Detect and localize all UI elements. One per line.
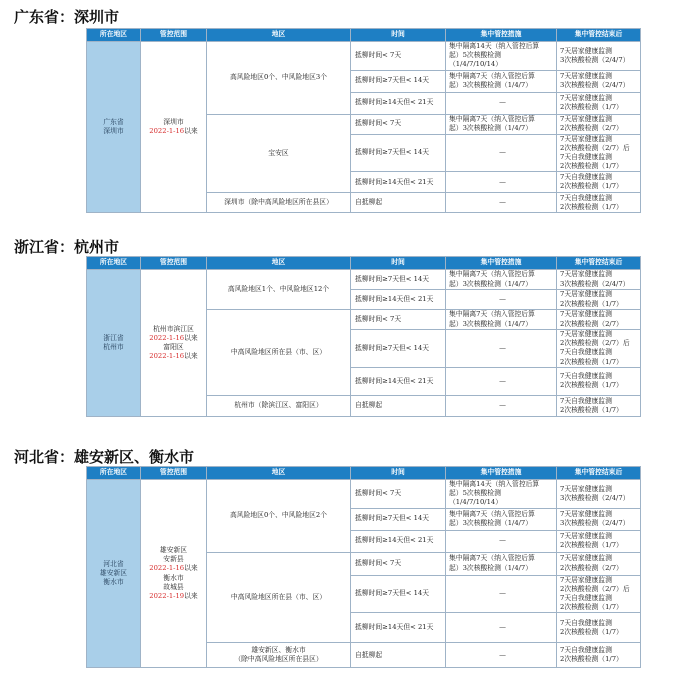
measure-cell bbox=[446, 290, 557, 310]
after-line: 7天居家健康监测 bbox=[560, 71, 612, 80]
measure-cell bbox=[446, 310, 557, 330]
after-line: 2次核酸检测（2/7）后 bbox=[560, 584, 630, 593]
after-line: 2次核酸检测（1/7） bbox=[560, 299, 623, 308]
after-line: 7天自我健康监测 bbox=[560, 372, 612, 381]
region-cell bbox=[87, 270, 141, 417]
scope-line: 衡水市 bbox=[163, 573, 184, 582]
after-line: 7天居家健康监测 bbox=[560, 554, 612, 563]
column-header: 集中管控结束后 bbox=[557, 467, 641, 480]
after-cell bbox=[557, 42, 641, 71]
measure-cell bbox=[446, 172, 557, 193]
column-header: 集中管控结束后 bbox=[557, 257, 641, 270]
region-line: 雄安新区 bbox=[99, 569, 128, 578]
measure-cell bbox=[446, 42, 557, 71]
measure-line: — bbox=[499, 650, 506, 659]
measure-line: 起）5次核酸检测 bbox=[449, 51, 501, 60]
measure-line: 集中隔离14天（纳入管控后算 bbox=[449, 42, 540, 50]
time-cell: 抵柳时间≥7天但< 14天 bbox=[351, 575, 446, 613]
after-line: 7天居家健康监测 bbox=[560, 330, 612, 338]
measure-cell bbox=[446, 395, 557, 416]
measure-line: 起）5次核酸检测 bbox=[449, 489, 501, 498]
region-cell bbox=[87, 480, 141, 668]
header-row bbox=[87, 257, 641, 270]
after-line: 2次核酸检测（1/7） bbox=[560, 202, 623, 211]
after-line: 7天自我健康监测 bbox=[560, 348, 612, 357]
measure-line: （1/4/7/10/14） bbox=[449, 498, 503, 507]
time-cell: 抵柳时间< 7天 bbox=[351, 114, 446, 134]
policy-table bbox=[86, 28, 641, 213]
after-cell bbox=[557, 310, 641, 330]
after-line: 2次核酸检测（1/7） bbox=[560, 655, 623, 664]
area-cell bbox=[207, 310, 351, 396]
measure-cell bbox=[446, 530, 557, 552]
scope-cell bbox=[141, 270, 207, 417]
after-cell bbox=[557, 114, 641, 134]
header-row bbox=[87, 29, 641, 42]
column-header: 集中管控结束后 bbox=[557, 29, 641, 42]
after-cell bbox=[557, 92, 641, 114]
area-cell bbox=[207, 643, 351, 668]
column-header: 管控范围 bbox=[141, 29, 207, 42]
after-line: 7天自我健康监测 bbox=[560, 173, 612, 182]
area-line: （除中高风险地区所在县区） bbox=[234, 655, 323, 664]
time-cell: 抵柳时间≥14天但< 21天 bbox=[351, 613, 446, 643]
after-cell bbox=[557, 552, 641, 575]
after-line: 7天居家健康监测 bbox=[560, 93, 612, 102]
time-cell: 自抵柳起 bbox=[351, 193, 446, 213]
after-cell bbox=[557, 575, 641, 613]
scope-line: 2022-1-16以来 bbox=[149, 127, 198, 136]
area-line: 中高风险地区所在县（市、区） bbox=[230, 347, 327, 356]
measure-line: 集中隔离7天（纳入管控后算 bbox=[449, 554, 535, 563]
column-header: 管控范围 bbox=[141, 467, 207, 480]
section-title: 广东省：深圳市 bbox=[14, 8, 120, 26]
time-cell: 自抵柳起 bbox=[351, 643, 446, 668]
after-cell bbox=[557, 395, 641, 416]
after-line: 7天居家健康监测 bbox=[560, 310, 612, 319]
region-line: 广东省 bbox=[103, 117, 124, 126]
area-line: 高风险地区0个、中风险地区2个 bbox=[229, 511, 327, 520]
section-title: 浙江省：杭州市 bbox=[14, 238, 120, 256]
area-line: 杭州市（除滨江区、富阳区） bbox=[234, 401, 323, 410]
column-header: 时间 bbox=[351, 29, 446, 42]
measure-line: 集中隔离7天（纳入管控后算 bbox=[449, 114, 535, 123]
measure-line: 起）3次核酸检测（1/4/7） bbox=[449, 124, 533, 133]
area-line: 深圳市（除中高风险地区所在县区） bbox=[224, 198, 333, 207]
table-row bbox=[87, 42, 641, 71]
after-line: 7天居家健康监测 bbox=[560, 531, 612, 540]
scope-line: 富阳区 bbox=[163, 342, 184, 351]
time-cell: 抵柳时间≥14天但< 21天 bbox=[351, 172, 446, 193]
region-line: 河北省 bbox=[103, 559, 124, 568]
measure-cell bbox=[446, 134, 557, 172]
measure-line: 起）3次核酸检测（1/4/7） bbox=[449, 519, 533, 528]
measure-line: 集中隔离7天（纳入管控后算 bbox=[449, 509, 535, 518]
time-cell: 抵柳时间≥7天但< 14天 bbox=[351, 330, 446, 368]
scope-line: 2022-1-16以来 bbox=[149, 564, 198, 573]
scope-line: 2022-1-19以来 bbox=[149, 591, 198, 600]
column-header: 地区 bbox=[207, 257, 351, 270]
after-cell bbox=[557, 330, 641, 368]
region-line: 杭州市 bbox=[103, 342, 124, 351]
measure-cell bbox=[446, 330, 557, 368]
after-cell bbox=[557, 270, 641, 290]
scope-line: 雄安新区 bbox=[159, 546, 188, 555]
measure-cell bbox=[446, 508, 557, 530]
scope-cell bbox=[141, 480, 207, 668]
scope-line: 故城县 bbox=[163, 582, 184, 591]
measure-line: — bbox=[499, 536, 506, 545]
measure-cell bbox=[446, 643, 557, 668]
after-line: 7天居家健康监测 bbox=[560, 270, 612, 279]
column-header: 所在地区 bbox=[87, 257, 141, 270]
after-line: 7天自我健康监测 bbox=[560, 593, 612, 602]
measure-line: — bbox=[499, 294, 506, 303]
measure-line: — bbox=[499, 401, 506, 410]
after-cell bbox=[557, 367, 641, 395]
measure-line: — bbox=[499, 148, 506, 157]
area-line: 雄安新区、衡水市 bbox=[251, 646, 306, 655]
column-header: 时间 bbox=[351, 467, 446, 480]
after-line: 2次核酸检测（1/7） bbox=[560, 541, 623, 550]
table-row bbox=[87, 480, 641, 509]
column-header: 集中管控措施 bbox=[446, 257, 557, 270]
time-cell: 抵柳时间≥7天但< 14天 bbox=[351, 70, 446, 92]
after-line: 7天自我健康监测 bbox=[560, 646, 612, 655]
area-cell bbox=[207, 114, 351, 193]
scope-line: 杭州市滨江区 bbox=[153, 324, 194, 333]
time-cell: 抵柳时间≥14天但< 21天 bbox=[351, 290, 446, 310]
measure-line: 集中隔离7天（纳入管控后算 bbox=[449, 71, 535, 80]
after-cell bbox=[557, 508, 641, 530]
after-line: 7天自我健康监测 bbox=[560, 618, 612, 627]
after-line: 2次核酸检测（1/7） bbox=[560, 357, 623, 366]
area-line: 高风险地区0个、中风险地区3个 bbox=[229, 73, 327, 82]
after-line: 2次核酸检测（1/7） bbox=[560, 627, 623, 636]
area-cell bbox=[207, 395, 351, 416]
after-line: 3次核酸检测（2/4/7） bbox=[560, 55, 630, 64]
after-line: 3次核酸检测（2/4/7） bbox=[560, 81, 630, 90]
scope-line: 深圳市 bbox=[163, 117, 184, 126]
measure-line: 集中隔离7天（纳入管控后算 bbox=[449, 270, 535, 279]
after-line: 2次核酸检测（1/7） bbox=[560, 182, 623, 191]
after-line: 2次核酸检测（1/7） bbox=[560, 103, 623, 112]
time-cell: 自抵柳起 bbox=[351, 395, 446, 416]
after-line: 3次核酸检测（2/4/7） bbox=[560, 519, 630, 528]
time-cell: 抵柳时间≥7天但< 14天 bbox=[351, 270, 446, 290]
after-line: 7天居家健康监测 bbox=[560, 509, 612, 518]
time-cell: 抵柳时间≥14天但< 21天 bbox=[351, 530, 446, 552]
column-header: 地区 bbox=[207, 467, 351, 480]
measure-cell bbox=[446, 92, 557, 114]
policy-table bbox=[86, 466, 641, 668]
measure-line: — bbox=[499, 98, 506, 107]
after-line: 2次核酸检测（2/7） bbox=[560, 563, 623, 572]
column-header: 所在地区 bbox=[87, 29, 141, 42]
column-header: 地区 bbox=[207, 29, 351, 42]
measure-cell bbox=[446, 270, 557, 290]
measure-cell bbox=[446, 70, 557, 92]
measure-cell bbox=[446, 114, 557, 134]
after-cell bbox=[557, 290, 641, 310]
area-cell bbox=[207, 193, 351, 213]
after-line: 2次核酸检测（2/7）后 bbox=[560, 339, 630, 348]
area-cell bbox=[207, 480, 351, 553]
policy-table bbox=[86, 256, 641, 417]
measure-line: — bbox=[499, 589, 506, 598]
region-cell bbox=[87, 42, 141, 213]
scope-line: 2022-1-16以来 bbox=[149, 352, 198, 361]
measure-line: — bbox=[499, 198, 506, 207]
measure-line: — bbox=[499, 376, 506, 385]
section-title: 河北省：雄安新区、衡水市 bbox=[14, 448, 195, 466]
after-line: 7天自我健康监测 bbox=[560, 193, 612, 202]
time-cell: 抵柳时间< 7天 bbox=[351, 480, 446, 509]
table-row bbox=[87, 270, 641, 290]
area-cell bbox=[207, 270, 351, 310]
measure-cell bbox=[446, 575, 557, 613]
measure-line: — bbox=[499, 343, 506, 352]
after-line: 2次核酸检测（1/7） bbox=[560, 603, 623, 612]
after-line: 3次核酸检测（2/4/7） bbox=[560, 493, 630, 502]
after-line: 7天居家健康监测 bbox=[560, 575, 612, 584]
column-header: 集中管控措施 bbox=[446, 29, 557, 42]
measure-line: （1/4/7/10/14） bbox=[449, 60, 503, 69]
measure-line: 集中隔离14天（纳入管控后算 bbox=[449, 480, 540, 488]
time-cell: 抵柳时间≥7天但< 14天 bbox=[351, 508, 446, 530]
measure-line: 起）3次核酸检测（1/4/7） bbox=[449, 279, 533, 288]
column-header: 所在地区 bbox=[87, 467, 141, 480]
measure-line: — bbox=[499, 623, 506, 632]
after-line: 7天自我健康监测 bbox=[560, 396, 612, 405]
after-line: 7天居家健康监测 bbox=[560, 46, 612, 55]
measure-line: — bbox=[499, 177, 506, 186]
after-cell bbox=[557, 193, 641, 213]
after-cell bbox=[557, 70, 641, 92]
after-line: 7天居家健康监测 bbox=[560, 134, 612, 143]
after-cell bbox=[557, 480, 641, 509]
measure-line: 起）3次核酸检测（1/4/7） bbox=[449, 81, 533, 90]
after-line: 2次核酸检测（2/7） bbox=[560, 319, 623, 328]
time-cell: 抵柳时间≥14天但< 21天 bbox=[351, 92, 446, 114]
measure-cell bbox=[446, 480, 557, 509]
area-line: 中高风险地区所在县（市、区） bbox=[230, 592, 327, 601]
after-line: 7天自我健康监测 bbox=[560, 152, 612, 161]
after-cell bbox=[557, 172, 641, 193]
measure-line: 起）3次核酸检测（1/4/7） bbox=[449, 563, 533, 572]
column-header: 集中管控措施 bbox=[446, 467, 557, 480]
after-line: 2次核酸检测（1/7） bbox=[560, 405, 623, 414]
after-line: 3次核酸检测（2/4/7） bbox=[560, 279, 630, 288]
time-cell: 抵柳时间< 7天 bbox=[351, 42, 446, 71]
time-cell: 抵柳时间≥14天但< 21天 bbox=[351, 367, 446, 395]
after-line: 2次核酸检测（2/7）后 bbox=[560, 143, 630, 152]
measure-cell bbox=[446, 552, 557, 575]
after-cell bbox=[557, 134, 641, 172]
after-line: 2次核酸检测（1/7） bbox=[560, 381, 623, 390]
scope-line: 2022-1-16以来 bbox=[149, 333, 198, 342]
time-cell: 抵柳时间< 7天 bbox=[351, 552, 446, 575]
region-line: 深圳市 bbox=[103, 127, 124, 136]
measure-cell bbox=[446, 367, 557, 395]
time-cell: 抵柳时间< 7天 bbox=[351, 310, 446, 330]
area-line: 高风险地区1个、中风险地区12个 bbox=[227, 284, 330, 293]
region-line: 衡水市 bbox=[103, 578, 124, 587]
measure-line: 起）3次核酸检测（1/4/7） bbox=[449, 319, 533, 328]
column-header: 管控范围 bbox=[141, 257, 207, 270]
after-cell bbox=[557, 643, 641, 668]
time-cell: 抵柳时间≥7天但< 14天 bbox=[351, 134, 446, 172]
measure-line: 集中隔离7天（纳入管控后算 bbox=[449, 310, 535, 319]
after-line: 7天居家健康监测 bbox=[560, 114, 612, 123]
region-line: 浙江省 bbox=[103, 333, 124, 342]
header-row bbox=[87, 467, 641, 480]
area-cell bbox=[207, 42, 351, 115]
measure-cell bbox=[446, 193, 557, 213]
after-line: 2次核酸检测（1/7） bbox=[560, 162, 623, 171]
measure-cell bbox=[446, 613, 557, 643]
after-line: 7天居家健康监测 bbox=[560, 290, 612, 299]
after-line: 2次核酸检测（2/7） bbox=[560, 124, 623, 133]
after-line: 7天居家健康监测 bbox=[560, 484, 612, 493]
area-cell bbox=[207, 552, 351, 643]
after-cell bbox=[557, 613, 641, 643]
area-line: 宝安区 bbox=[268, 148, 289, 157]
after-cell bbox=[557, 530, 641, 552]
column-header: 时间 bbox=[351, 257, 446, 270]
scope-line: 安新县 bbox=[163, 555, 184, 564]
scope-cell bbox=[141, 42, 207, 213]
